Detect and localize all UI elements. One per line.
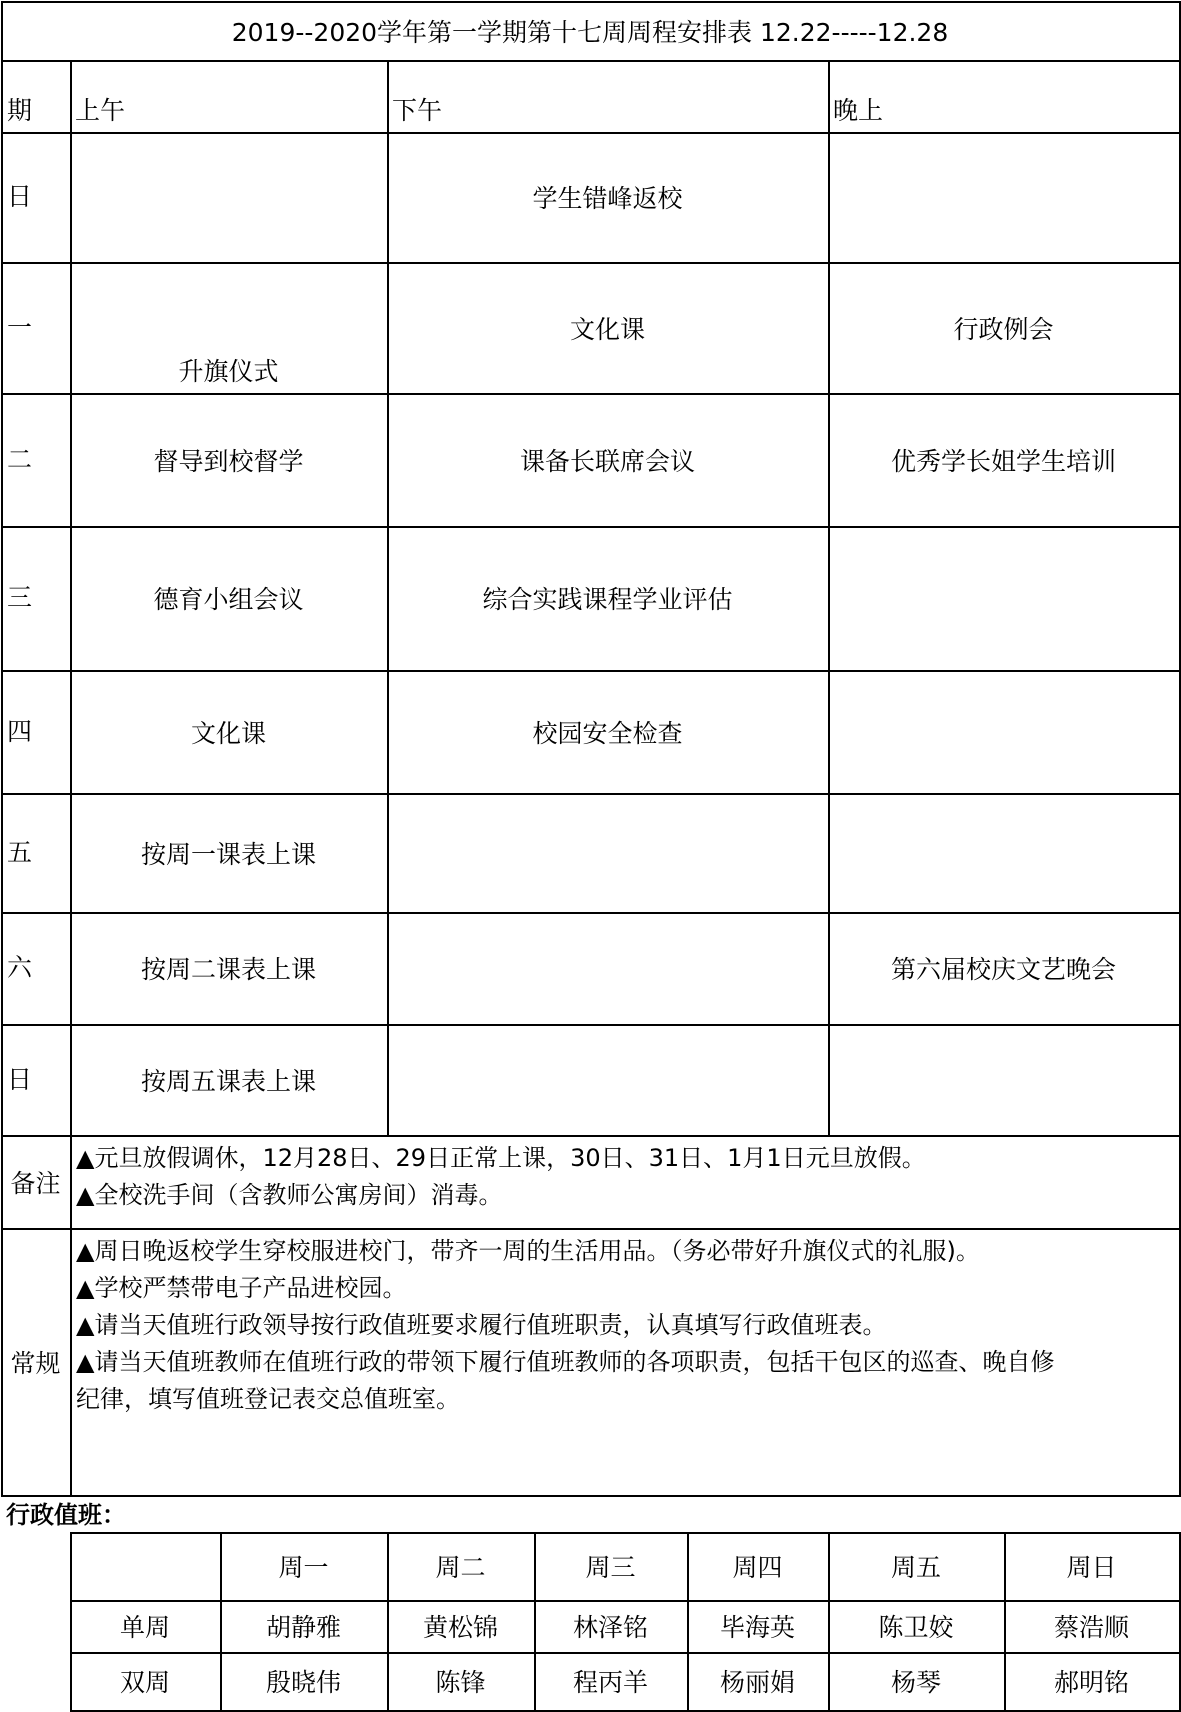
schedule-cell-evening bbox=[828, 670, 1179, 793]
table-rule bbox=[1, 1228, 1181, 1230]
header-evening: 晚上 bbox=[833, 96, 884, 125]
schedule-cell-morning: 德育小组会议 bbox=[153, 585, 304, 614]
duty-header-cell: 周四 bbox=[732, 1553, 783, 1582]
schedule-cell-afternoon: 学生错峰返校 bbox=[532, 184, 683, 213]
day-label: 五 bbox=[7, 837, 33, 867]
header-morning: 上午 bbox=[75, 96, 126, 125]
duty-name-cell: 胡静雅 bbox=[265, 1613, 341, 1642]
duty-title: 行政值班： bbox=[6, 1501, 126, 1529]
header-day: 期 bbox=[7, 96, 33, 125]
notes-line: ▲元旦放假调休，12月28日、29日正常上课，30日、31日、1月1日元旦放假。 bbox=[76, 1144, 926, 1172]
schedule-cell-afternoon bbox=[387, 793, 828, 912]
schedule-cell-morning: 按周五课表上课 bbox=[140, 1066, 316, 1096]
schedule-cell-morning: 升旗仪式 bbox=[178, 356, 279, 386]
duty-header-cell bbox=[70, 1532, 220, 1600]
schedule-cell-evening: 行政例会 bbox=[953, 314, 1054, 344]
header-afternoon: 下午 bbox=[392, 96, 443, 125]
schedule-cell-evening bbox=[828, 793, 1179, 912]
duty-header-cell: 周一 bbox=[278, 1553, 329, 1582]
duty-week-label: 单周 bbox=[119, 1613, 170, 1642]
duty-name-cell: 杨丽娟 bbox=[719, 1668, 795, 1697]
duty-name-cell: 陈卫姣 bbox=[878, 1613, 954, 1642]
schedule-cell-evening bbox=[828, 526, 1179, 670]
notes-label: 备注 bbox=[10, 1168, 61, 1198]
routine-line: ▲学校严禁带电子产品进校园。 bbox=[76, 1274, 407, 1302]
page-title: 2019--2020学年第一学期第十七周周程安排表 12.22-----12.28 bbox=[231, 17, 949, 47]
routine-line: 纪律，填写值班登记表交总值班室。 bbox=[76, 1385, 460, 1413]
duty-name-cell: 林泽铭 bbox=[572, 1613, 648, 1642]
day-label: 六 bbox=[7, 953, 33, 982]
schedule-cell-evening bbox=[828, 132, 1179, 262]
schedule-cell-afternoon bbox=[387, 912, 828, 1024]
duty-header-cell: 周五 bbox=[890, 1553, 941, 1582]
table-rule bbox=[1, 60, 1181, 62]
duty-name-cell: 黄松锦 bbox=[422, 1613, 498, 1642]
day-label: 日 bbox=[7, 182, 33, 211]
day-label: 二 bbox=[7, 444, 33, 474]
duty-header-cell: 周三 bbox=[585, 1553, 636, 1582]
routine-line: ▲请当天值班行政领导按行政值班要求履行值班职责，认真填写行政值班表。 bbox=[76, 1311, 887, 1339]
schedule-cell-evening bbox=[828, 1024, 1179, 1135]
day-label: 日 bbox=[7, 1064, 33, 1094]
notes-line: ▲全校洗手间（含教师公寓房间）消毒。 bbox=[76, 1181, 503, 1209]
schedule-cell-afternoon: 课备长联席会议 bbox=[519, 446, 695, 476]
schedule-cell-evening: 第六届校庆文艺晚会 bbox=[890, 955, 1116, 984]
routine-line: ▲请当天值班教师在值班行政的带领下履行值班教师的各项职责，包括干包区的巡查、晚自修 bbox=[76, 1348, 1055, 1376]
duty-name-cell: 郝明铭 bbox=[1053, 1668, 1129, 1697]
routine-line: ▲周日晚返校学生穿校服进校门，带齐一周的生活用品。（务必带好升旗仪式的礼服)。 bbox=[76, 1237, 980, 1265]
schedule-cell-afternoon: 文化课 bbox=[569, 314, 645, 344]
duty-header-cell: 周日 bbox=[1066, 1553, 1117, 1582]
day-label: 三 bbox=[7, 583, 33, 612]
table-rule bbox=[1, 1495, 1181, 1497]
duty-header-cell: 周二 bbox=[435, 1553, 486, 1582]
schedule-cell-afternoon: 校园安全检查 bbox=[532, 718, 683, 748]
table-rule bbox=[1, 1135, 1181, 1137]
duty-week-label: 双周 bbox=[119, 1668, 170, 1697]
duty-name-cell: 陈锋 bbox=[435, 1668, 486, 1697]
duty-name-cell: 毕海英 bbox=[719, 1613, 795, 1642]
duty-name-cell: 殷晓伟 bbox=[265, 1668, 341, 1697]
duty-name-cell: 程丙羊 bbox=[572, 1668, 648, 1697]
duty-name-cell: 杨琴 bbox=[890, 1668, 941, 1697]
routine-label: 常规 bbox=[10, 1348, 61, 1378]
schedule-cell-morning: 文化课 bbox=[190, 718, 266, 748]
schedule-cell-afternoon: 综合实践课程学业评估 bbox=[482, 585, 733, 614]
day-label: 四 bbox=[7, 716, 33, 746]
schedule-cell-morning: 督导到校督学 bbox=[153, 446, 304, 476]
schedule-cell-afternoon bbox=[387, 1024, 828, 1135]
day-label: 一 bbox=[7, 312, 33, 342]
schedule-cell-morning: 按周一课表上课 bbox=[140, 839, 316, 869]
duty-name-cell: 蔡浩顺 bbox=[1053, 1613, 1129, 1642]
schedule-cell-morning bbox=[70, 132, 387, 262]
schedule-cell-evening: 优秀学长姐学生培训 bbox=[890, 446, 1116, 476]
schedule-cell-morning: 按周二课表上课 bbox=[140, 955, 316, 984]
